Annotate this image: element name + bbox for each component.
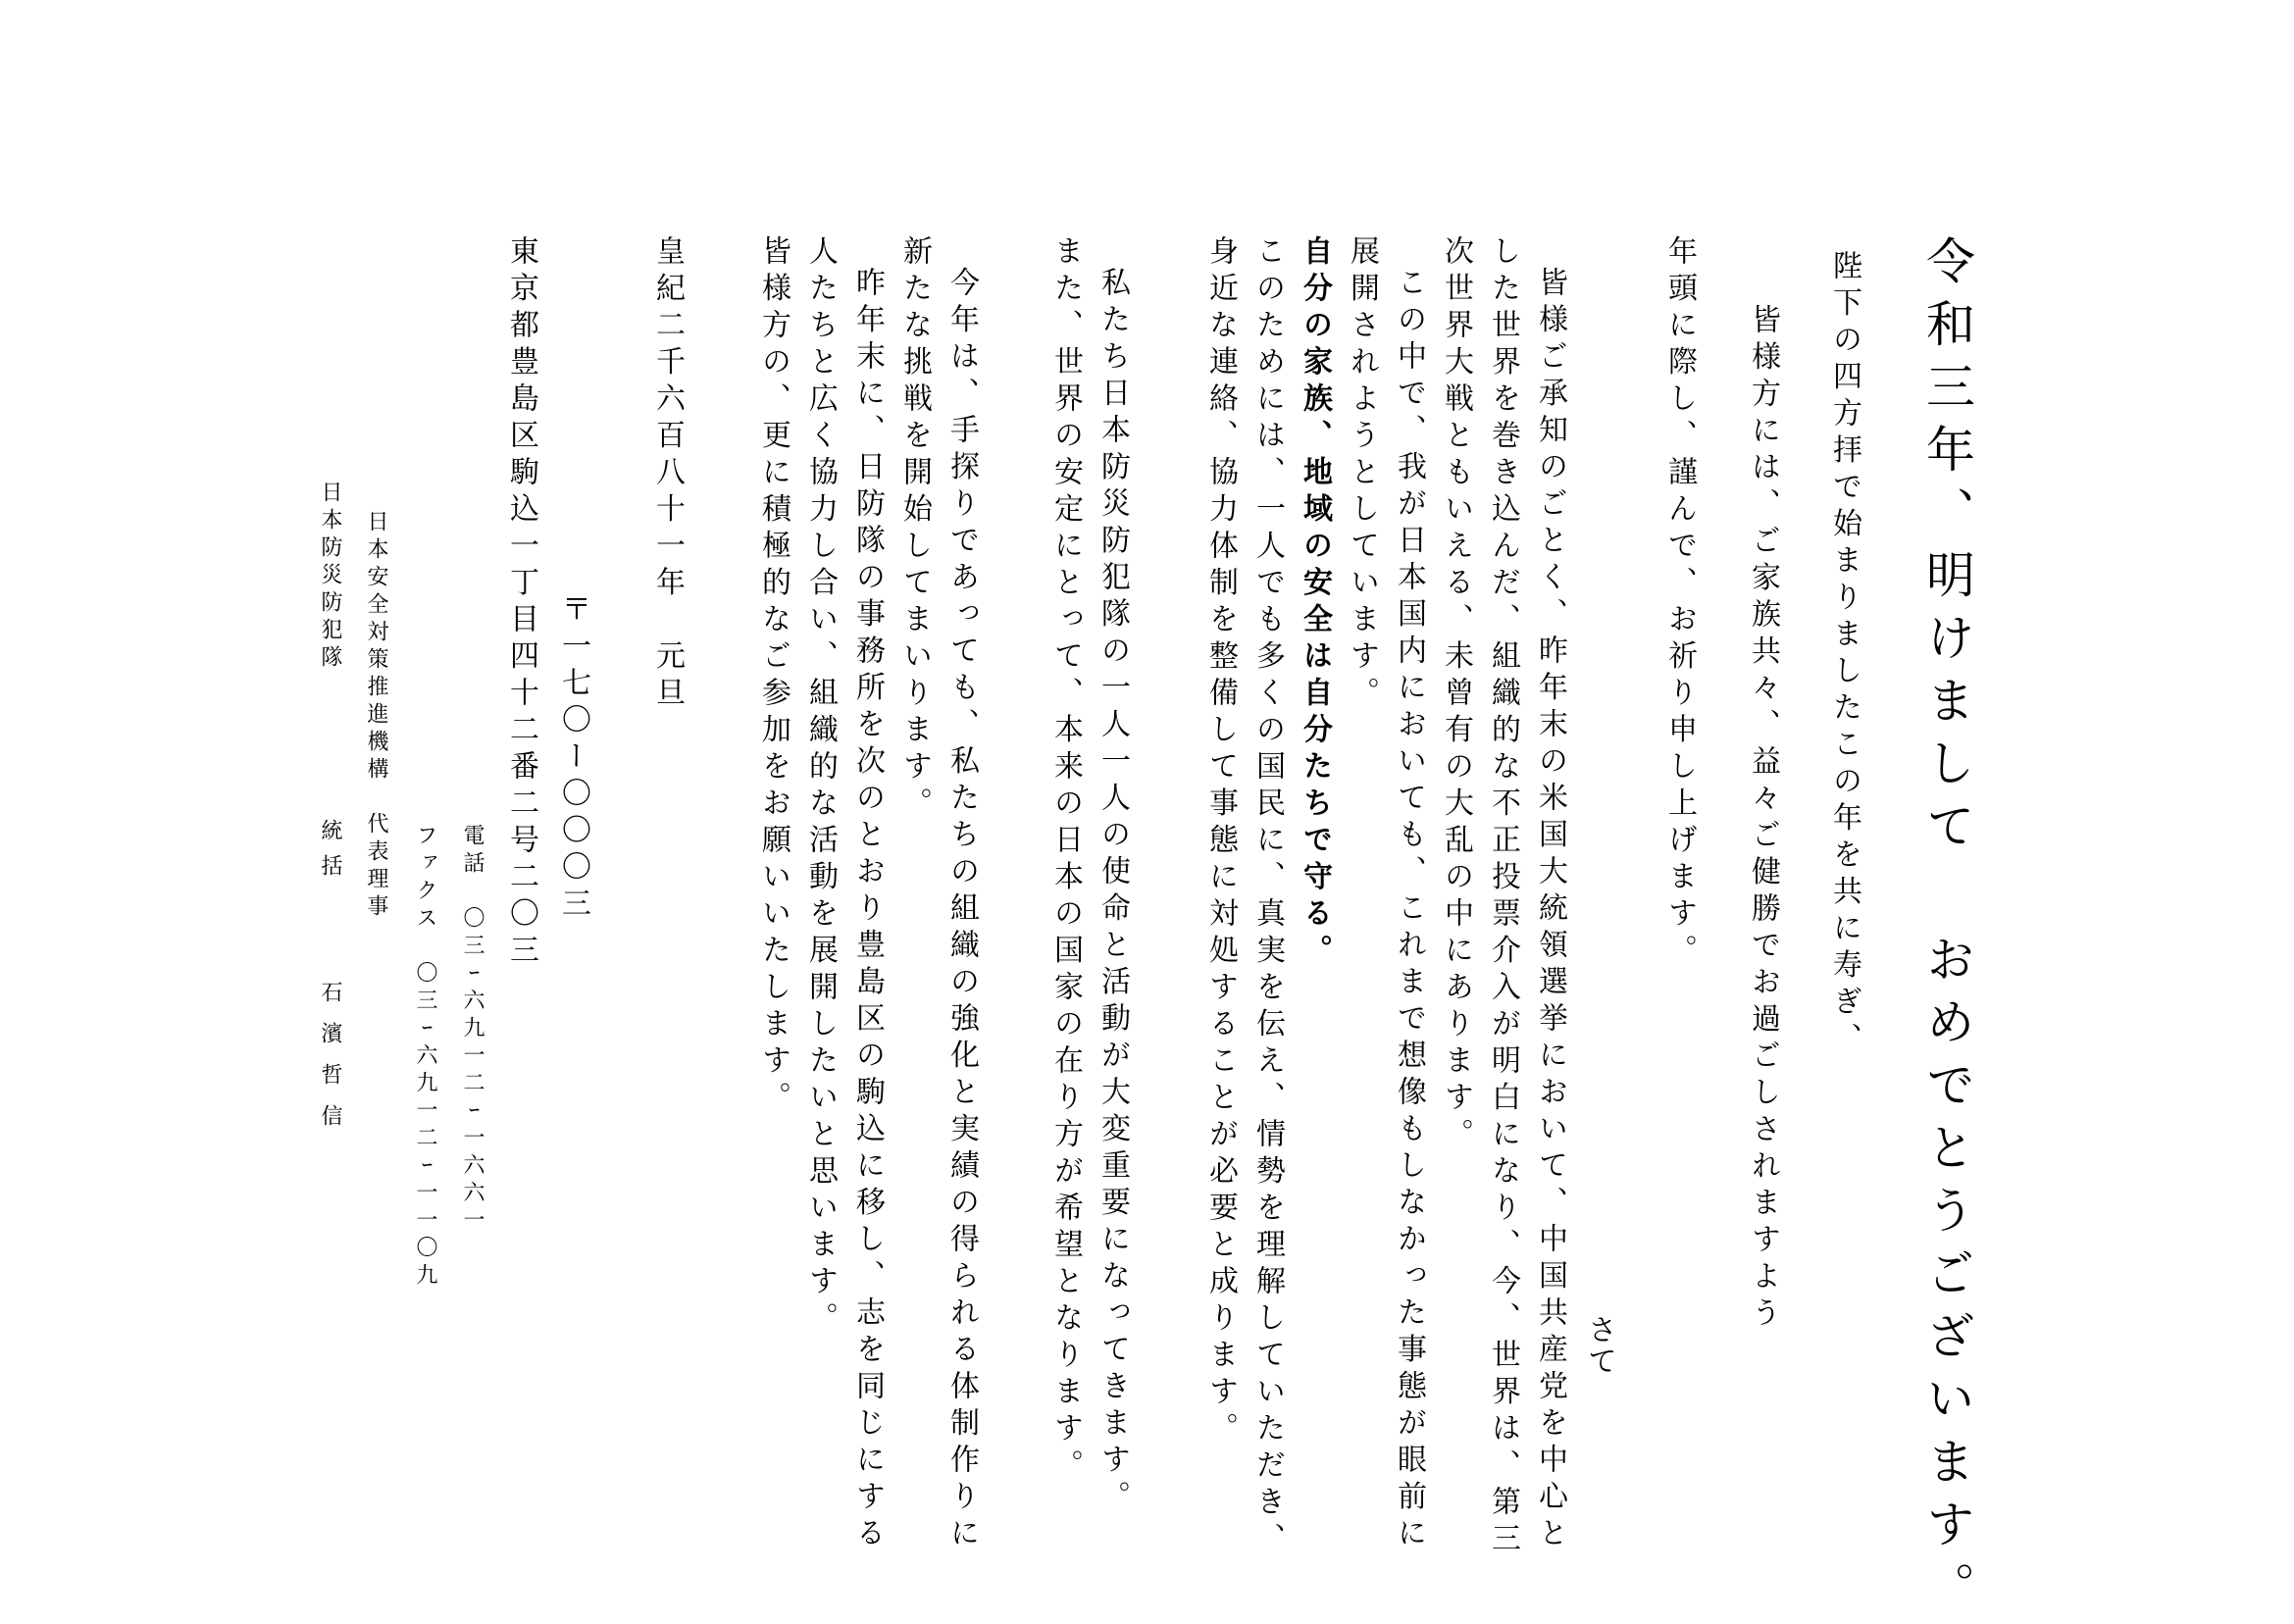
body-bold-line: 自分の家族、地域の安全は自分たちで守る。 <box>1298 235 1332 971</box>
greeting-line-1: 陛下の四方拝で始まりましたこの年を共に寿ぎ、 <box>1827 250 1861 1059</box>
body-p4-line-4: 人たちと広く協力し合い、組織的な活動を展開したいと思います。 <box>803 235 838 1339</box>
footer-postal: 〒一七〇ー〇〇〇三 <box>556 593 590 925</box>
body-p2-line-1: このためには、一人でも多くの国民に、真実を伝え、情勢を理解していただき、 <box>1250 235 1285 1559</box>
body-sate: さて <box>1582 1314 1616 1377</box>
body-p2-line-2: 身近な連絡、協力体制を整備して事態に対処することが必要と成ります。 <box>1203 235 1238 1449</box>
footer-date: 皇紀二千六百八十一年 元旦 <box>650 235 685 714</box>
body-p1-line-1: 皆様ご承知のごとく、昨年末の米国大統領選挙において、中国共産党を中心と <box>1533 267 1567 1554</box>
footer-role: 統括 <box>318 819 342 889</box>
footer-fax: ファクス 〇三ｰ六九一二ｰ一一〇九 <box>413 824 437 1291</box>
footer-org-1: 日本安全対策推進機構 代表理事 <box>364 510 388 922</box>
body-p4-line-5: 皆様方の、更に積極的なご参加をお願いいたします。 <box>756 235 790 1118</box>
greeting-line-2: 皆様方には、ご家族共々、益々ご健勝でお過ごしされますよう <box>1746 304 1780 1334</box>
greeting-title: 令和三年、明けまして おめでとうございます。 <box>1918 235 1975 1624</box>
footer-phone: 電話 〇三ｰ六九一二ｰ一六六一 <box>460 824 484 1236</box>
body-p1-line-2: した世界を巻き込んだ、組織的な不正投票介入が明白になり、今、世界は、第三 <box>1486 235 1520 1559</box>
body-p1-line-3: 次世界大戦ともいえる、未曾有の大乱の中にあります。 <box>1439 235 1473 1155</box>
body-p1-line-4: この中で、我が日本国内においても、これまで想像もしなかった事態が眼前に <box>1392 267 1426 1554</box>
body-p4-line-1: 今年は、手探りであっても、私たちの組織の強化と実績の得られる体制作りに <box>944 267 979 1554</box>
body-p3-line-2: また、世界の安定にとって、本来の日本の国家の在り方が希望となります。 <box>1048 235 1083 1486</box>
body-p1-line-5: 展開されようとしています。 <box>1345 235 1379 714</box>
body-p3-line-1: 私たち日本防災防犯隊の一人一人の使命と活動が大変重要になってきます。 <box>1096 267 1130 1517</box>
footer-address: 東京都豊島区駒込一丁目四十二番二号二〇三 <box>504 235 538 971</box>
body-p4-line-2: 新たな挑戦を開始してまいります。 <box>897 235 932 824</box>
greeting-line-3: 年頭に際し、謹んで、お祈り申し上げます。 <box>1662 235 1697 971</box>
body-p4-line-3: 昨年末に、日防隊の事務所を次のとおり豊島区の駒込に移し、志を同じにする <box>850 267 885 1554</box>
footer-org-2: 日本防災防犯隊 <box>318 481 342 673</box>
footer-name: 石濱哲信 <box>318 981 342 1145</box>
